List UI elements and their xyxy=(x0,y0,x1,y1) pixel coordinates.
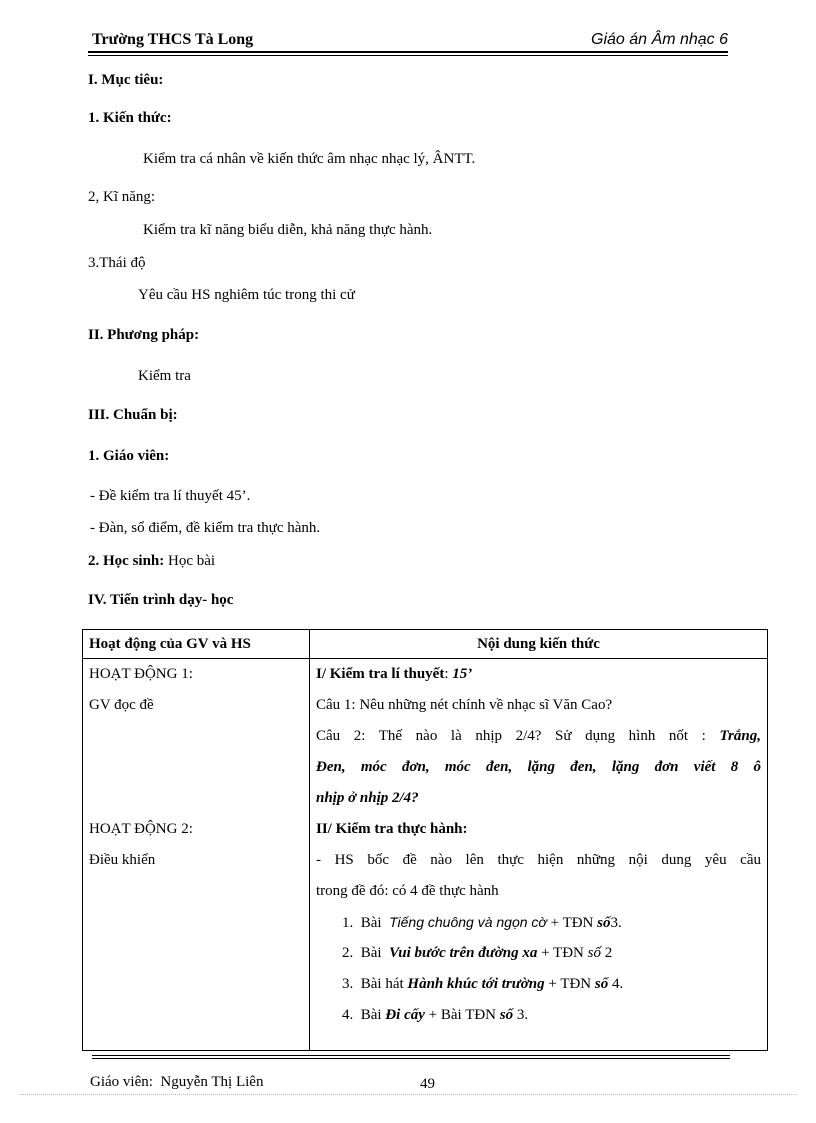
theory-heading: I/ Kiểm tra lí thuyết: 15’ xyxy=(316,666,473,682)
activity-2-title: HOẠT ĐỘNG 2: xyxy=(89,821,193,837)
question-2-line-1: Câu 2: Thế nào là nhịp 2/4? Sử dụng hình nốt : Trắng, xyxy=(316,728,761,744)
section-teacher-title: 1. Giáo viên: xyxy=(88,448,170,464)
section-method-text: Kiểm tra xyxy=(138,368,191,384)
student-prep-text: Học bài xyxy=(168,553,216,569)
teacher-prep-item-1: - Đề kiểm tra lí thuyết 45’. xyxy=(90,488,251,504)
list-item: 1. Bài Tiếng chuông và ngọn cờ + TĐN số3. xyxy=(342,914,622,931)
section-attitude-title: 3.Thái độ xyxy=(88,255,146,271)
activity-1-desc: GV đọc đề xyxy=(89,697,154,713)
list-item: 4. Bài Đi cấy + Bài TĐN số 3. xyxy=(342,1007,529,1023)
section-prep-title: III. Chuẩn bị: xyxy=(88,407,178,423)
document-title: Giáo án Âm nhạc 6 xyxy=(591,31,728,48)
question-2-line-3: nhịp ở nhịp 2/4? xyxy=(316,790,419,806)
practice-title: II/ Kiểm tra thực hành: xyxy=(316,821,468,837)
footer-teacher xyxy=(90,1074,263,1091)
list-item: 3. Bài hát Hành khúc tới trường + TĐN số 4. xyxy=(342,976,624,992)
activity-2-desc: Điều khiển xyxy=(89,852,156,868)
teacher-label: Giáo viên: xyxy=(90,1074,153,1090)
col-activities-header: Hoạt động của GV và HS xyxy=(83,630,310,659)
footer-rule-thin xyxy=(92,1058,730,1059)
content-cell xyxy=(310,659,768,1051)
lesson-table xyxy=(82,629,768,1051)
page-edge-dots xyxy=(20,1094,796,1095)
teacher-prep-item-2: - Đàn, sổ điểm, đề kiểm tra thực hành. xyxy=(90,520,321,536)
teacher-name: Nguyễn Thị Liên xyxy=(160,1074,264,1090)
section-skills-title: 2, Kĩ năng: xyxy=(88,189,156,205)
practice-desc-line-1: - HS bốc đề nào lên thực hiện những nội dung yêu cầu xyxy=(316,852,761,868)
section-objectives-title: I. Mục tiêu: xyxy=(88,72,164,88)
student-prep-label: 2. Học sinh: xyxy=(88,553,165,569)
practice-desc-line-2: trong đề đó: có 4 đề thực hành xyxy=(316,883,499,899)
list-item: 2. Bài Vui bước trên đường xa + TĐN số 2 xyxy=(342,945,613,961)
section-attitude-text: Yêu cầu HS nghiêm túc trong thi cử xyxy=(138,287,355,303)
school-name: Trường THCS Tà Long xyxy=(92,31,254,48)
theory-title: I/ Kiểm tra lí thuyết xyxy=(316,666,445,682)
section-skills-text: Kiểm tra kĩ năng biểu diễn, khả năng thực hành. xyxy=(143,222,433,238)
table-header-row xyxy=(83,630,768,659)
footer-rule xyxy=(92,1055,730,1056)
activity-1-title: HOẠT ĐỘNG 1: xyxy=(89,666,193,682)
theory-time: 15’ xyxy=(452,666,473,682)
table-row xyxy=(83,659,768,1051)
header-rule xyxy=(88,51,728,53)
header-rule-thin xyxy=(88,55,728,56)
question-2-line-2: Đen, móc đơn, móc đen, lặng đen, lặng đơn viết 8 ô xyxy=(316,759,761,775)
question-1: Câu 1: Nêu những nét chính về nhạc sĩ Văn Cao? xyxy=(316,697,613,713)
section-knowledge-text: Kiểm tra cá nhân về kiến thức âm nhạc nhạc lý, ÂNTT. xyxy=(143,151,476,167)
section-student-prep xyxy=(88,553,215,570)
activities-cell xyxy=(83,659,310,1051)
section-method-title: II. Phương pháp: xyxy=(88,327,200,343)
section-process-title: IV. Tiến trình dạy- học xyxy=(88,592,234,608)
col-content-header: Nội dung kiến thức xyxy=(310,630,768,659)
page-number: 49 xyxy=(420,1076,435,1092)
section-knowledge-title: 1. Kiến thức: xyxy=(88,110,172,126)
